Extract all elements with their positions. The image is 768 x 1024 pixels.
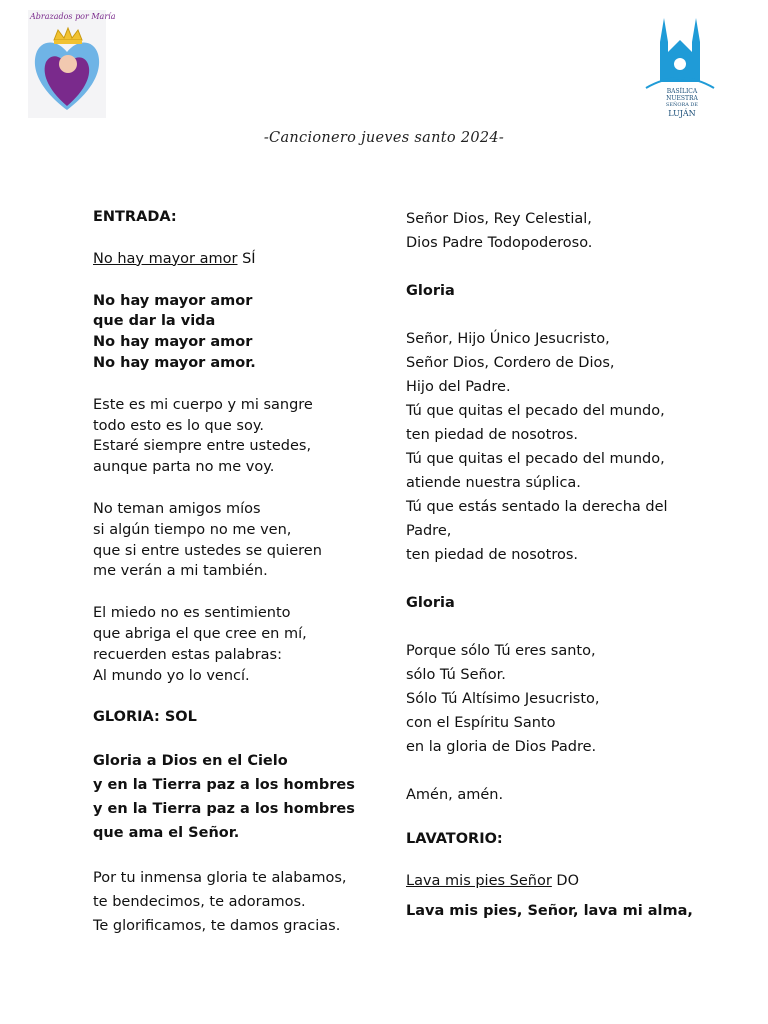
gloria-text-line: ten piedad de nosotros. xyxy=(406,427,579,443)
right-column xyxy=(406,207,706,923)
chorus-line: No hay mayor amor. xyxy=(93,354,256,371)
verse-line: me verán a mi también. xyxy=(93,563,268,580)
gloria-refrain: Gloria xyxy=(406,283,455,299)
gloria-text-line: Sólo Tú Altísimo Jesucristo, xyxy=(406,691,600,707)
gloria-text-line: Tú que estás sentado la derecha del xyxy=(406,499,668,515)
verse-line: Este es mi cuerpo y mi sangre xyxy=(93,396,313,413)
gloria-verse-line: Te glorificamos, te damos gracias. xyxy=(93,918,341,935)
lavatorio-heading: LAVATORIO: xyxy=(406,831,503,847)
chorus-line: No hay mayor amor xyxy=(93,292,253,309)
gloria-text-line: Tú que quitas el pecado del mundo, xyxy=(406,403,665,419)
gloria-text-line: Señor Dios, Rey Celestial, xyxy=(406,211,592,227)
gloria-chorus-line: y en la Tierra paz a los hombres xyxy=(93,777,355,794)
chorus-line: No hay mayor amor xyxy=(93,334,253,351)
song-title-line xyxy=(93,249,383,270)
gloria-refrain: Gloria xyxy=(406,595,455,611)
verse-line: que si entre ustedes se quieren xyxy=(93,542,322,559)
gloria-text-line: Padre, xyxy=(406,523,452,539)
verse-line: El miedo no es sentimiento xyxy=(93,605,291,622)
left-column xyxy=(93,207,383,938)
gloria-text-line: Porque sólo Tú eres santo, xyxy=(406,643,596,659)
verse-line: que abriga el que cree en mí, xyxy=(93,625,307,642)
logo-caption: BASÍLICA NUESTRA SEÑORA DE LUJÁN xyxy=(665,88,699,118)
basilica-lujan-logo xyxy=(640,12,720,120)
song-title: No hay mayor amor xyxy=(93,250,238,267)
verse-line: todo esto es lo que soy. xyxy=(93,417,264,434)
song-title: Lava mis pies Señor xyxy=(406,873,552,889)
song-key: DO xyxy=(551,873,580,889)
amen-line: Amén, amén. xyxy=(406,787,504,803)
gloria-text-line: Dios Padre Todopoderoso. xyxy=(406,235,593,251)
song-key: SÍ xyxy=(237,250,256,267)
gloria-text-line: atiende nuestra súplica. xyxy=(406,475,581,491)
song-title-line xyxy=(406,869,706,893)
verse-line: recuerden estas palabras: xyxy=(93,646,282,663)
gloria-text-line: Hijo del Padre. xyxy=(406,379,511,395)
gloria-text-line: sólo Tú Señor. xyxy=(406,667,506,683)
gloria-text-line: Señor, Hijo Único Jesucristo, xyxy=(406,331,610,347)
page-title: -Cancionero jueves santo 2024- xyxy=(263,130,505,146)
gloria-text-line: en la gloria de Dios Padre. xyxy=(406,739,597,755)
verse-line: aunque parta no me voy. xyxy=(93,459,275,476)
verse-line: si algún tiempo no me ven, xyxy=(93,521,292,538)
lavatorio-line: Lava mis pies, Señor, lava mi alma, xyxy=(406,903,693,919)
verse-line: Al mundo yo lo vencí. xyxy=(93,667,250,684)
gloria-chorus-line: que ama el Señor. xyxy=(93,825,240,842)
gloria-verse-line: Por tu inmensa gloria te alabamos, xyxy=(93,870,347,887)
gloria-text-line: con el Espíritu Santo xyxy=(406,715,556,731)
gloria-chorus-line: y en la Tierra paz a los hombres xyxy=(93,801,355,818)
abrazados-por-maria-logo xyxy=(28,10,116,118)
gloria-text-line: Tú que quitas el pecado del mundo, xyxy=(406,451,665,467)
verse-line: Estaré siempre entre ustedes, xyxy=(93,438,312,455)
gloria-verse-line: te bendecimos, te adoramos. xyxy=(93,894,306,911)
entrada-heading: ENTRADA: xyxy=(93,209,177,225)
logo-text: Abrazados por María xyxy=(30,12,116,21)
gloria-text-line: ten piedad de nosotros. xyxy=(406,547,579,563)
gloria-text-line: Señor Dios, Cordero de Dios, xyxy=(406,355,615,371)
gloria-chorus-line: Gloria a Dios en el Cielo xyxy=(93,753,288,770)
verse-line: No teman amigos míos xyxy=(93,500,261,517)
gloria-heading: GLORIA: SOL xyxy=(93,709,197,726)
chorus-line: que dar la vida xyxy=(93,313,216,330)
